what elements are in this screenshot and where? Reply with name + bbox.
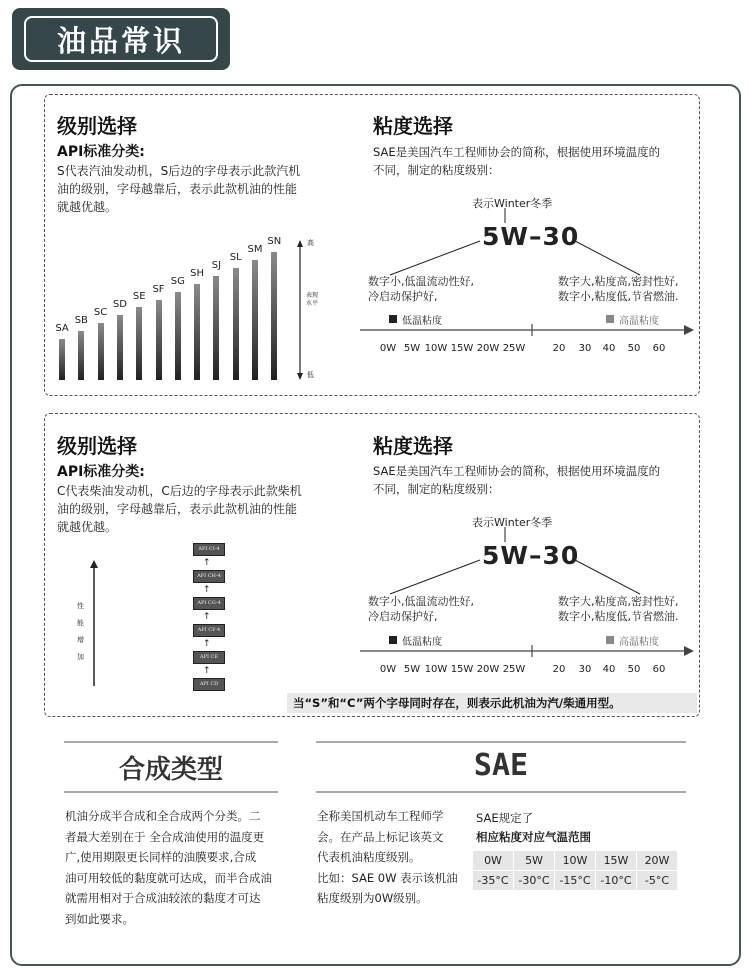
api-grade-box: API CF-4 [193, 624, 225, 637]
desc-line: 就越优越。 [57, 520, 118, 534]
axis-char: 加 [77, 653, 84, 661]
tick-label: 15W [450, 343, 474, 354]
grade-bar [271, 252, 277, 380]
desc-line: 不同，制定的粘度级别： [373, 163, 500, 177]
api-grade-box: API CD [193, 678, 225, 691]
api-grade-box: API CH-4 [193, 570, 225, 583]
desc-line: S代表汽油发动机，S后边的字母表示此款汽机 [57, 164, 301, 178]
high-legend-label: 高温粘度 [619, 316, 659, 327]
tick-label: 50 [627, 664, 641, 675]
axis-mid-label: 表现水平 [306, 292, 319, 307]
tick-label: 10W [424, 343, 448, 354]
text-line: 机油分成半合成和全合成两个分类。二 [65, 809, 261, 823]
tick-label: 60 [652, 664, 666, 675]
grade-bar [136, 307, 142, 380]
api-desc [57, 482, 302, 536]
tick-label: 20 [552, 664, 566, 675]
api-grade-box: API CI-4 [193, 543, 225, 556]
table-cell: -30°C [514, 871, 555, 891]
temperature-table [472, 850, 678, 891]
text-line: 粘度级别为0W级别。 [317, 891, 428, 906]
tick-label: 0W [379, 664, 397, 675]
desc-line: SAE是美国汽车工程师协会的简称，根据使用环境温度的 [373, 464, 661, 478]
synthetic-title: 合成类型 [118, 755, 223, 785]
high-number-note [558, 274, 679, 304]
tick-label: 25W [502, 343, 526, 354]
grade-bar [117, 315, 123, 380]
axis-low-label: 低 [307, 371, 314, 379]
sae-rule-line2: 相应粘度对应气温范围 [476, 830, 591, 844]
synthetic-bottom-rule [64, 791, 278, 793]
table-row [473, 871, 678, 891]
tick-label: 40 [602, 343, 616, 354]
sae-top-rule [316, 741, 686, 743]
axis-char: 性 [77, 602, 84, 610]
synthetic-text [65, 806, 272, 930]
text-line: 者最大差别在于 全合成油使用的温度更 [65, 829, 265, 844]
text-line: 全称美国机动车工程师学 [317, 809, 444, 823]
grade-label: SD [112, 299, 127, 311]
grade-label: SJ [211, 259, 222, 271]
table-cell: 10W [555, 851, 596, 871]
grade-label: SA [55, 323, 69, 334]
api-grade-box: API CG-4 [193, 597, 225, 610]
winter-note: 表示Winter冬季 [472, 197, 553, 210]
tick-label: 50 [627, 343, 641, 354]
tick-label: 10W [424, 664, 448, 675]
viscosity-title: 粘度选择 [373, 434, 453, 458]
table-cell: 15W [596, 851, 637, 871]
text-line: 会。在产品上标记该英文 [317, 829, 444, 844]
grade-bar [233, 268, 239, 380]
code-connector-lines [360, 554, 690, 599]
performance-label [77, 598, 87, 666]
api-grade-box: API CE [193, 651, 225, 664]
note-line: 数字小,低温流动性好, [368, 275, 474, 288]
text-line: 广,使用期限更长同样的油膜要求,合成 [65, 850, 257, 865]
api-subtitle: API标准分类: [57, 144, 145, 160]
high-legend-label: 高温粘度 [619, 637, 659, 648]
grade-title: 级别选择 [57, 114, 137, 138]
performance-axis [88, 560, 100, 688]
api-desc [57, 162, 300, 216]
grade-bar [98, 323, 104, 380]
header-badge [12, 8, 230, 70]
desc-line: 油的级别，字母越靠后，表示此款机油的性能 [57, 502, 298, 516]
note-line: 数字大,粘度高,密封性好, [558, 595, 679, 608]
winter-note: 表示Winter冬季 [472, 516, 553, 529]
tick-label: 5W [403, 343, 421, 354]
tick-label: 30 [578, 664, 592, 675]
text-line: 代表机油粘度级别。 [317, 850, 421, 865]
desc-line: C代表柴油发动机，C后边的字母表示此款柴机 [57, 484, 302, 498]
tick-label: 40 [602, 664, 616, 675]
up-arrow-icon: ↑ [203, 639, 211, 649]
table-cell: -10°C [596, 871, 637, 891]
note-line: 数字小,低温流动性好, [368, 595, 474, 608]
up-arrow-icon: ↑ [203, 666, 211, 676]
low-number-note [368, 274, 474, 304]
note-line: 冷启动保护好, [368, 290, 438, 303]
grade-label: SG [170, 275, 185, 287]
text-line: 就需用相对于合成油较浓的黏度才可达 [65, 891, 261, 906]
text-line: 油可用较低的黏度就可达成，而半合成油 [65, 870, 272, 885]
table-cell: 0W [473, 851, 514, 871]
grade-bar [252, 260, 258, 380]
synthetic-top-rule [64, 741, 278, 743]
note-line: 数字小,粘度低,节省燃油. [558, 290, 679, 303]
api-subtitle: API标准分类: [57, 464, 145, 480]
tick-label: 30 [578, 343, 592, 354]
table-cell: -5°C [637, 871, 678, 891]
grade-label: SN [267, 236, 282, 248]
desc-line: SAE是美国汽车工程师协会的简称，根据使用环境温度的 [373, 145, 661, 159]
table-row [473, 851, 678, 871]
table-cell: 20W [637, 851, 678, 871]
desc-line: 就越优越。 [57, 200, 118, 214]
note-line: 冷启动保护好, [368, 610, 438, 623]
grade-title: 级别选择 [57, 434, 137, 458]
table-cell: -15°C [555, 871, 596, 891]
up-arrow-icon: ↑ [203, 558, 211, 568]
text-line: 比如：SAE 0W 表示该机油 [317, 870, 458, 885]
desc-line: 不同，制定的粘度级别： [373, 482, 500, 496]
note-line: 数字小,粘度低,节省燃油. [558, 610, 679, 623]
sae-text [317, 806, 458, 909]
tick-label: 25W [502, 664, 526, 675]
grade-label: SL [229, 251, 242, 263]
tick-label: 15W [450, 664, 474, 675]
grade-label: SC [93, 307, 108, 319]
viscosity-code: 5W–30 [482, 541, 580, 570]
viscosity-axis [360, 643, 695, 659]
grade-bar [156, 300, 162, 381]
axis-high-label: 高 [307, 239, 314, 247]
sae-bottom-rule [316, 791, 686, 793]
grade-label: SF [152, 283, 165, 295]
grade-label: SH [190, 267, 205, 279]
sae-rule-line1: SAE规定了 [476, 811, 534, 825]
text-line: 到如此要求。 [65, 911, 134, 926]
grade-bar [213, 276, 219, 380]
tick-label: 5W [403, 664, 421, 675]
sae-desc [373, 143, 660, 179]
viscosity-title: 粘度选择 [373, 114, 453, 138]
viscosity-axis [360, 322, 695, 338]
low-legend-label: 低温粘度 [402, 637, 442, 648]
table-cell: -35°C [473, 871, 514, 891]
grade-label: SB [74, 315, 88, 327]
page-title: 油品常识 [24, 16, 218, 62]
note-line: 数字大,粘度高,密封性好, [558, 275, 679, 288]
high-number-note [558, 594, 679, 624]
up-arrow-icon: ↑ [203, 585, 211, 595]
table-cell: 5W [514, 851, 555, 871]
grade-label: SE [132, 291, 146, 303]
tick-label: 20W [476, 664, 500, 675]
axis-char: 能 [77, 619, 84, 627]
up-arrow-icon: ↑ [203, 612, 211, 622]
grade-label: SM [247, 244, 263, 255]
dual-use-note: 当“S”和“C”两个字母同时存在，则表示此机油为汽/柴通用型。 [287, 693, 697, 713]
tick-label: 20W [476, 343, 500, 354]
axis-char: 增 [77, 636, 84, 644]
sae-title: SAE [473, 748, 529, 783]
viscosity-code: 5W–30 [482, 222, 580, 251]
level-axis [294, 240, 310, 380]
sae-desc [373, 462, 660, 498]
low-legend-label: 低温粘度 [402, 316, 442, 327]
low-number-note [368, 594, 474, 624]
grade-bar [194, 284, 200, 380]
tick-label: 0W [379, 343, 397, 354]
tick-label: 20 [552, 343, 566, 354]
grade-bar [175, 292, 181, 380]
grade-bar [59, 339, 65, 380]
desc-line: 油的级别，字母越靠后，表示此款机油的性能 [57, 182, 298, 196]
grade-bar [78, 331, 84, 380]
tick-label: 60 [652, 343, 666, 354]
